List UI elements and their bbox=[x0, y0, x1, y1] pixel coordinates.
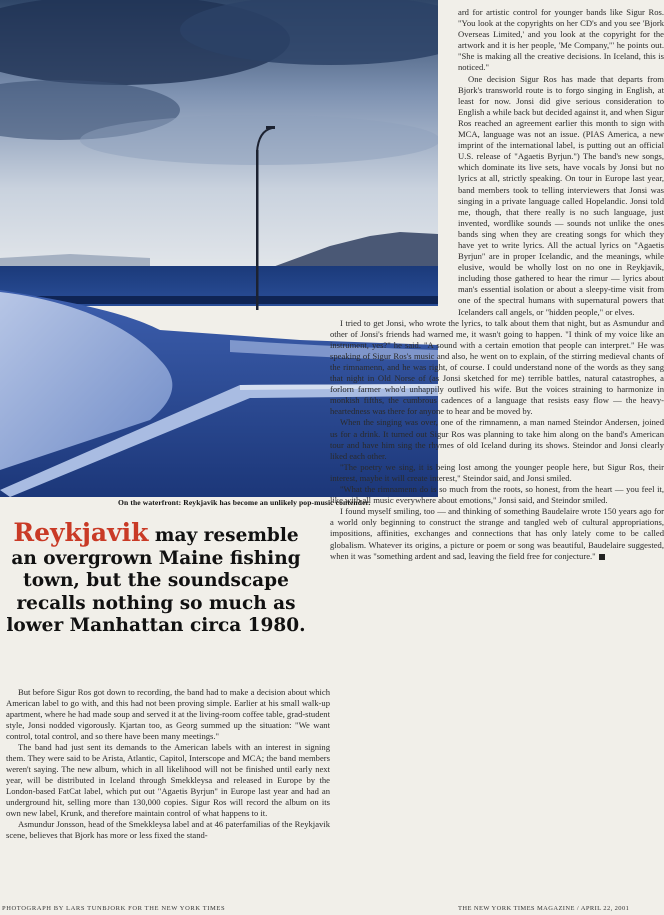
article-paragraph: But before Sigur Ros got down to recording, the band had to make a decision about which American label to go with, and this had not been proving simple. Earlier at his small walk-up apartment, where he had made soup and served it at the living-room coffee table, grad-student style, Jonsi nodded vigorously. Kjartan too, as Georg summed up the situation: "We want control, total control, and so there have been many meetings." bbox=[6, 687, 330, 741]
article-paragraph: "What the rimnamenn do is so much from the roots, so honest, from the heart — you feel it, like with all music everywhere about emotions," Jonsi said, and Steindor smiled. bbox=[330, 484, 664, 506]
final-paragraph-text: I found myself smiling, too — and thinking of something Baudelaire wrote 150 years ago for a world only beginning to construct the strange and tangled web of cultural appropriations, impositions, affinities, exchanges and connections that has only lately come to be called globalism. Whatever its origins, a picture or poem or song was beautiful, Baudelaire suggested, when it was "something ardent and sad, leaving the field free for conjecture." bbox=[330, 506, 664, 561]
headline-keyword: Reykjavik bbox=[13, 518, 149, 547]
article-paragraph: When the singing was over, one of the rimnamenn, a man named Steindor Andersen, joined us for a drink. It turned out Sigur Ros was planning to take him along on the band's American tour and have him sing the rhymes of old Iceland during its shows. Steindor and Jonsi clearly liked each other. bbox=[330, 417, 664, 461]
article-paragraph: The band had just sent its demands to the American labels with an interest in signing them. They were said to be Arista, Atlantic, Capitol, Interscope and MCA; the band members weren't saying. The new album, which in all likelihood will not be finished until early next year, will be distributed in Iceland through Smekkleysa and released in Europe by the London-based FatCat label, which put out "Agaetis Byrjun" in Europe last year and had an underground hit, selling more than 130,000 copies. Sigur Ros will record the album on its own new label, Krunk, and therefore maintain control of what happens to it. bbox=[6, 742, 330, 818]
article-paragraph: One decision Sigur Ros has made that departs from Bjork's transworld route is to forgo singing in English, at least for now. Jonsi did give serious consideration to English a while back but decided against it, and when Sigur Ros reached an agreement earlier this month to sign with MCA, language was not an issue. (PIAS America, a new imprint of the international label, is putting out an official U.S. release of "Agaetis Byrjun.") The band's new songs, which dominate its live sets, have vocals by Jonsi but no lyrics at all, strictly speaking. On tour in Europe last year, band members took to telling interviewers that Jonsi was singing in a private language called Hopelandic. Jonsi told me, though, that there really is no such language, just invented, wordlike sounds — sounds not unlike the ones bands sing when they are creating songs for which they have yet to write lyrics. All the actual lyrics on "Agaetis Byrjun" are in proper Icelandic, and the meanings, while elusive, would be wholly lost on no one in Reykjavik, including those gathered to hear the rimur — lyrics about man's essential isolation or about a sleepy-time visit from one of the spectral humans with supernatural powers that Icelanders call angels, or "hidden people," or elves. bbox=[458, 73, 664, 317]
article-paragraph: ard for artistic control for younger bands like Sigur Ros. "You look at the copyrights on her CD's and you see 'Bjork Overseas Limited,' and you look at the copyright for the artwork and it is her people, 'Me Company,'" he points out. "She is making all the creative decisions. In Iceland, this is noticed." bbox=[458, 7, 664, 73]
photo-credit: PHOTOGRAPH BY LARS TUNBJORK FOR THE NEW YORK TIMES bbox=[2, 905, 226, 912]
article-column-left bbox=[6, 687, 330, 841]
article-paragraph: Asmundur Jonsson, head of the Smekkleysa label and at 46 paterfamilias of the Reykjavik scene, believes that Bjork has more or less fixed the stand- bbox=[6, 819, 330, 840]
headline-text: may resemble an overgrown Maine fishing town, but the soundscape recalls nothing so much as lower Manhattan circa 1980. bbox=[6, 525, 306, 636]
page-folio: THE NEW YORK TIMES MAGAZINE / APRIL 22, 2001 bbox=[458, 905, 630, 912]
article-paragraph-final bbox=[330, 506, 664, 561]
article-paragraph: "The poetry we sing, it is being lost among the younger people here, but Sigur Ros, their interest, maybe it will create interest," Steindor said, and Jonsi smiled. bbox=[330, 461, 664, 483]
article-paragraph: I tried to get Jonsi, who wrote the lyrics, to talk about them that night, but as Asmundur and other of Jonsi's friends had warned me, it wasn't going to happen. "I think of my voice like an instrument, yes?" he said. "A sound with a certain emotion that people can interpret." He was speaking of Sigur Ros's music and also, he went on to explain, of the stirring medieval chants of the rimnamenn, and he was right, of course. I could understand none of the words as they sang that night in Old Norse of (as Jonsi sketched for me) terrible battles, natural catastrophes, a forlorn farmer who'd unhappily outlived his wife. But the voices straining to harmonize in monkish fifths, the cumbrous cadences of a language that resists easy flow — the heavy-heartedness was there for anyone to hear and be moved by. bbox=[330, 317, 664, 417]
end-mark-icon bbox=[599, 554, 605, 560]
article-column-right bbox=[330, 7, 664, 562]
pull-quote-headline bbox=[6, 518, 306, 638]
photo-caption: On the waterfront: Reykjavik has become an unlikely pop-music contender. bbox=[118, 498, 371, 507]
